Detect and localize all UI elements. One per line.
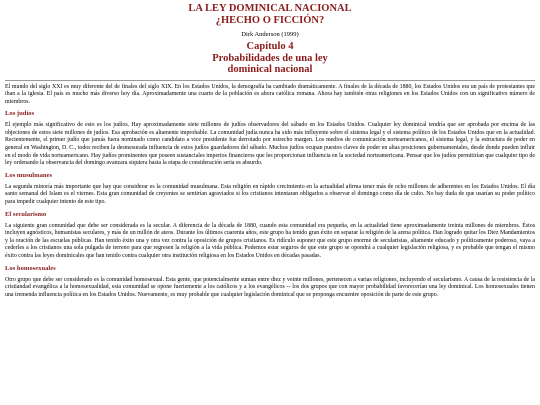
intro-paragraph: El mundo del siglo XXI es muy diferente del de finales del siglo XIX. En los Estados Unidos, la demografía ha cambiado dramáticamente. A finales de la década de 1880, los Estados Unidos era un país de protestantes que iban a la iglesia. El país es mucho más diverso hoy día. Aproximadamente una cuarto de la población es ahora católica romana. Ahora hay también otras religiones en los Estados Unidos con un significativo número de miembros. <box>5 83 535 105</box>
document-body <box>0 84 540 300</box>
author-line: Dirk Anderson (1999) <box>241 31 299 38</box>
title-line-2: ¿HECHO O FICCIÓN? <box>215 15 325 26</box>
section-heading-musulmanes: Los musulmanes <box>5 171 53 179</box>
section-paragraph-secularismo: La siguiente gran comunidad que debe ser considerada es la secular. A diferencia de la década de 1880, cuando esta comunidad era pequeña, en la actualidad tiene aproximadamente treinta millones de miembros. Éstos incluyen agnósticos, humanistas seculares, y más de un millón de ateos. Durante los últimos cuarenta años, este grupo ha tenido gran éxito en separar la religión de la arena política. Han logrado quitar los Diez Mandamientos y la oración de las escuelas públicas. Han tenido éxito una y otra vez contra la oposición de grupos cristianos. Es ridículo suponer que este grupo enorme de secularistas, altamente educado y políticamente poderoso, vaya a cederles a los cristianos una sola pulgada de terreno para que regresen la religión a la vida pública. Podemos estar seguros de que este grupo se opondrá a cualquier legislación religiosa, y es probable que tengan el mismo éxito contra las leyes dominicales que han tenido contra cualquier otra institución religiosa en los Estados Unidos en décadas pasadas. <box>5 222 535 259</box>
section-paragraph-musulmanes: La segunda minoría más importante que hay que considerar es la comunidad musulmana. Esta religión en rápido crecimiento en la actualidad afirma tener más de ocho millones de adherentes en los Estados Unidos. El día santo semanal del Islam es el viernes. Esta gran comunidad de creyentes se sentirían agraviados si los cristianos intentaran obligarlos a observar el domingo como día de culto. No hay duda de que usarían su poder político para impedir cualquier intento de este tipo. <box>5 183 535 206</box>
section-heading-secularismo: El secularismo <box>5 210 47 218</box>
chapter-heading <box>0 41 540 76</box>
document-title <box>0 3 540 27</box>
section-heading-homosexuales: Los homosexuales <box>5 264 56 272</box>
document-header <box>0 3 540 76</box>
chapter-line-3: dominical nacional <box>227 64 313 75</box>
chapter-line-2: Probabilidades de una ley <box>212 52 328 64</box>
section-heading-judios: Los judíos <box>5 110 35 118</box>
horizontal-rule <box>5 80 535 81</box>
title-line-1: LA LEY DOMINICAL NACIONAL <box>188 3 352 14</box>
section-paragraph-judios: El ejemplo más significativo de esto es los judíos. Hay aproximadamente siete millones de judíos observadores del sábado en los Estados Unidos. Cualquier ley dominical tendría que ser aprobada por encima de las objeciones de estos siete millones de judíos. Esa aprobación es altamente improbable. La comunidad judía nunca ha sido más influyente sobre el sistema legal y el sistema político de los Estados Unidos que en la actualidad. Recientemente, el primer judío que jamás fuera nominado como candidato a vice presidente fue derrotado por estrecho margen. Los medios de comunicación norteamericanos, el sistema legal, y la estructura de poder en general en Washington, D. C., todos reciben la desmesurada influencia de estos judíos guardadores del sábado. Muchos judíos ocupan puestos claves de poder en altas posiciones gubernamentales, desde donde pueden influir en el modo de vida norteamericano. Hay judíos prominentes que poseen sustanciales imperios financieros que les proporcionan influencia en la sociedad norteamericana. Pensar que los judíos permitirían que cualquier tipo de ley ordenando la observancia del domingo avanzara siquiera hasta la etapa de consideración seria es absurdo. <box>5 122 535 167</box>
chapter-line-1: Capítulo 4 <box>246 41 294 52</box>
section-paragraph-homosexuales: Otro grupo que debe ser considerado es la comunidad homosexual. Esta gente, que potencialmente suman entre diez y veinte millones, pertenecen a varias religiones, incluyendo el secularismo. A causa de la resistencia de la cristiandad evangélica a la homosexualidad, esta comunidad se opone fuertemente a los católicos y a los evangélicos -- los dos grupos que con mayor probabilidad favorecerían una ley dominical. Los homosexuales tienen una tremenda influencia política en los Estados Unidos. Nuevamente, es muy probable que cualquier legislación dominical que se proponga encuentre oposición de parte de este grupo. <box>5 276 535 298</box>
